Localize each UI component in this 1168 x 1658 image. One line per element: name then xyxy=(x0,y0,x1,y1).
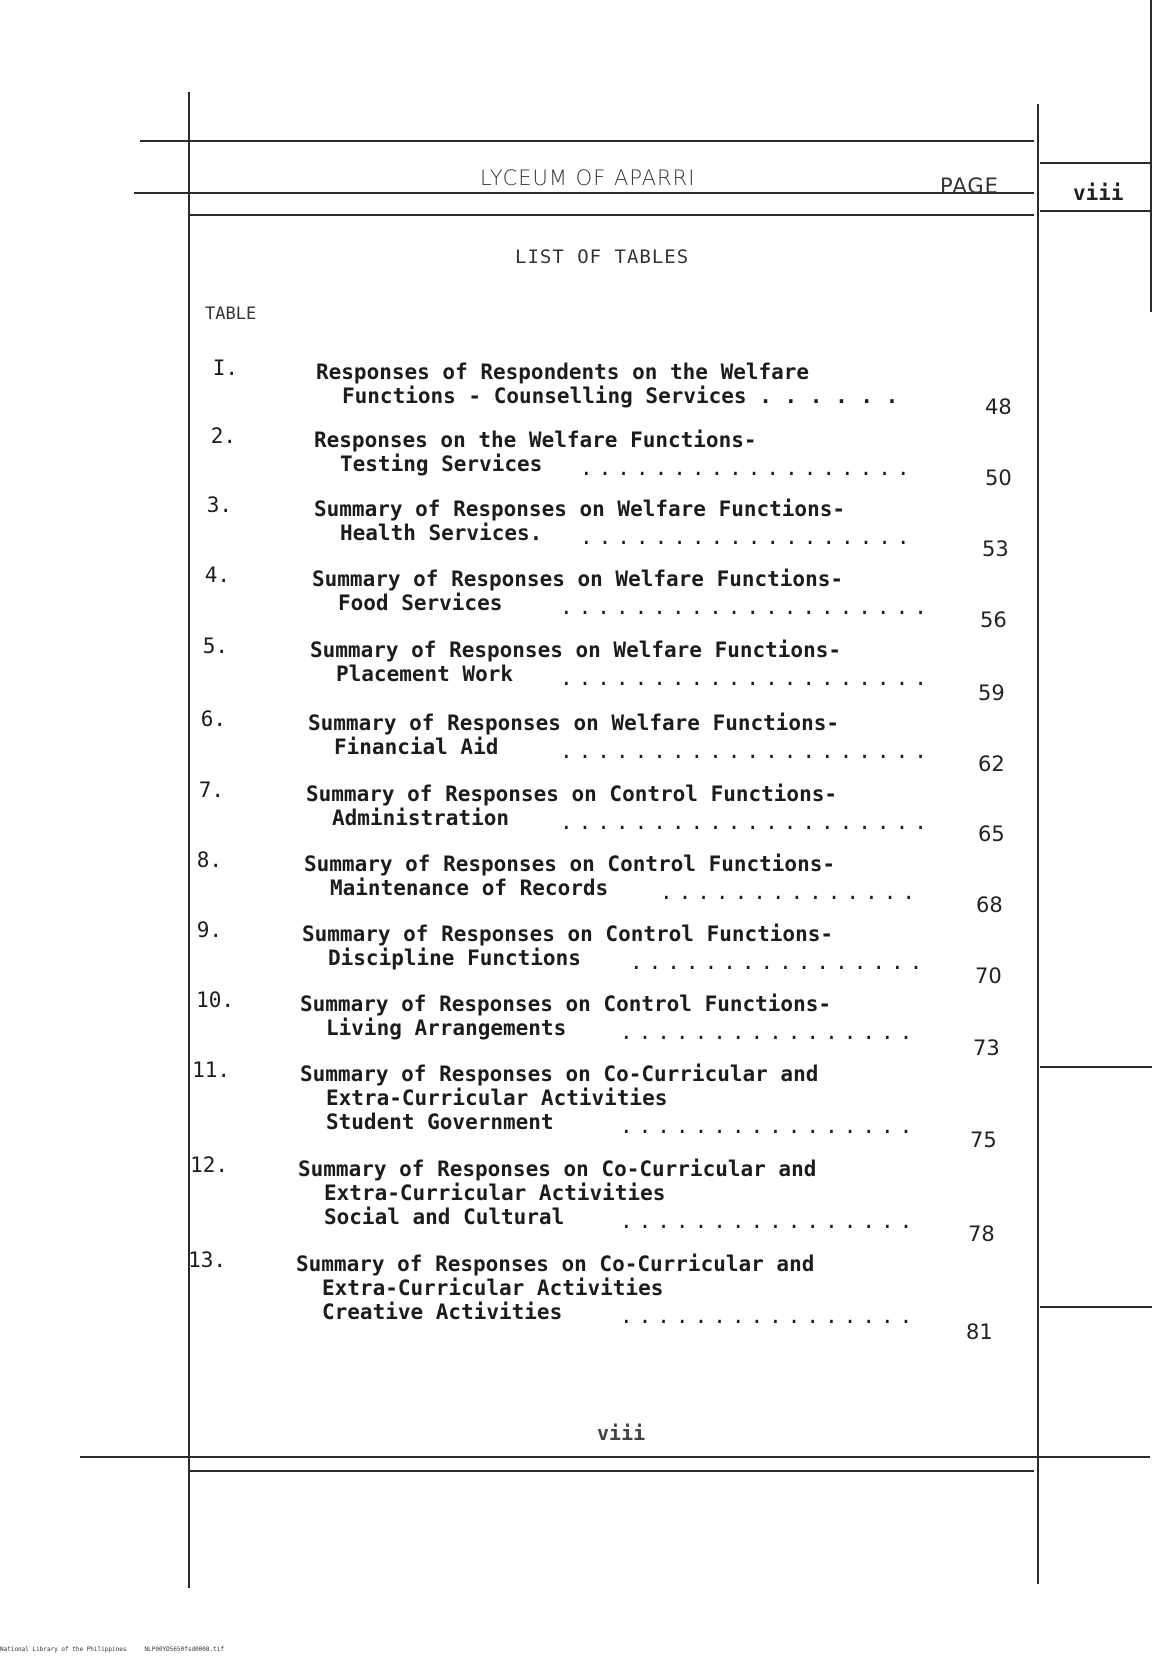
toc-entry-title-line: Summary of Responses on Welfare Functions- xyxy=(308,711,840,735)
toc-entry-title-line: Responses of Respondents on the Welfare xyxy=(316,360,810,384)
toc-page-number: 65 xyxy=(978,822,1005,846)
footer-page-number: viii xyxy=(597,1421,646,1445)
margin-tick-rule-2 xyxy=(1040,1306,1152,1308)
header-top-rule-right xyxy=(1040,162,1152,164)
toc-entry-number: 2. xyxy=(210,424,236,448)
toc-entry-title-line: Responses on the Welfare Functions- xyxy=(314,428,757,452)
toc-entry-title-line: Health Services. xyxy=(340,521,543,545)
toc-entry-number: 10. xyxy=(196,988,234,1012)
margin-tick-rule-1 xyxy=(1040,1066,1152,1068)
toc-entry-title-line: Summary of Responses on Welfare Functions- xyxy=(312,567,844,591)
toc-entry-number: I. xyxy=(212,356,238,380)
scan-credit: National Library of the Philippines NLP00YD5650fsd0008.tif xyxy=(0,1646,224,1653)
toc-entry-title-line: Summary of Responses on Welfare Functions- xyxy=(310,638,842,662)
toc-entry-title-line: Testing Services xyxy=(340,452,543,476)
toc-entry-title-line: Summary of Responses on Control Functions- xyxy=(304,852,836,876)
list-of-tables-title: LIST OF TABLES xyxy=(515,246,690,268)
header-top-rule xyxy=(140,140,1034,142)
toc-leader-dots: .............. xyxy=(660,880,922,904)
left-border-line xyxy=(188,92,190,1588)
toc-page-number: 81 xyxy=(966,1320,993,1344)
toc-entry-title-line: Discipline Functions xyxy=(328,946,581,970)
table-column-label: TABLE xyxy=(205,304,257,324)
toc-entry-title-line: Financial Aid xyxy=(334,735,499,759)
header-bottom-rule-inner xyxy=(188,214,1034,216)
toc-entry-title-line: Summary of Responses on Control Functions- xyxy=(306,782,838,806)
right-margin-line xyxy=(1150,0,1152,312)
toc-page-number: 56 xyxy=(980,608,1007,632)
toc-entry-number: 9. xyxy=(196,918,222,942)
page-label: PAGE xyxy=(940,174,999,198)
toc-page-number: 53 xyxy=(982,537,1009,561)
institution-name: LYCEUM OF APARRI xyxy=(480,166,696,190)
toc-entry-number: 6. xyxy=(200,707,226,731)
toc-entry-title-line: Summary of Responses on Co-Curricular and xyxy=(296,1252,815,1276)
header-bottom-rule xyxy=(134,192,1034,194)
toc-leader-dots: .................... xyxy=(560,666,933,690)
toc-entry-title-line: Functions - Counselling Services . . . . . . xyxy=(342,384,899,408)
header-page-number: viii xyxy=(1073,181,1124,205)
toc-leader-dots: .................. xyxy=(580,525,916,549)
toc-page-number: 48 xyxy=(985,395,1012,419)
toc-entry-number: 13. xyxy=(188,1248,226,1272)
toc-page-number: 68 xyxy=(976,893,1003,917)
toc-page-number: 75 xyxy=(970,1128,997,1152)
toc-page-number: 78 xyxy=(968,1222,995,1246)
toc-leader-dots: ................ xyxy=(620,1209,919,1233)
toc-entry-title-line: Maintenance of Records xyxy=(330,876,609,900)
toc-entry-number: 11. xyxy=(192,1058,230,1082)
right-border-line xyxy=(1037,104,1039,1584)
toc-entry-title-line: Extra-Curricular Activities xyxy=(324,1181,666,1205)
toc-entry-title-line: Summary of Responses on Welfare Functions- xyxy=(314,497,846,521)
toc-leader-dots: ................ xyxy=(620,1114,919,1138)
toc-entry-number: 7. xyxy=(198,778,224,802)
toc-leader-dots: ................ xyxy=(620,1304,919,1328)
toc-entry-title-line: Summary of Responses on Co-Curricular and xyxy=(298,1157,817,1181)
toc-entry-title-line: Summary of Responses on Co-Curricular and xyxy=(300,1062,819,1086)
toc-entry-number: 5. xyxy=(202,634,228,658)
toc-entry-title-line: Living Arrangements xyxy=(326,1016,567,1040)
header-bottom-rule-right xyxy=(1040,210,1152,212)
toc-entry-number: 4. xyxy=(204,563,230,587)
toc-leader-dots: .................... xyxy=(560,595,933,619)
toc-leader-dots: ................ xyxy=(620,1020,919,1044)
toc-page-number: 62 xyxy=(978,752,1005,776)
toc-leader-dots: ................ xyxy=(630,950,929,974)
toc-page-number: 50 xyxy=(985,466,1012,490)
toc-page-number: 73 xyxy=(973,1036,1000,1060)
toc-entry-title-line: Summary of Responses on Control Functions- xyxy=(302,922,834,946)
toc-leader-dots: .................... xyxy=(560,810,933,834)
footer-rule xyxy=(80,1456,1150,1458)
footer-rule-inner xyxy=(188,1470,1034,1472)
toc-entry-title-line: Extra-Curricular Activities xyxy=(326,1086,668,1110)
toc-entry-number: 12. xyxy=(190,1153,228,1177)
toc-page-number: 59 xyxy=(978,681,1005,705)
toc-entry-title-line: Administration xyxy=(332,806,510,830)
toc-page-number: 70 xyxy=(975,964,1002,988)
toc-entry-title-line: Extra-Curricular Activities xyxy=(322,1276,664,1300)
toc-entry-title-line: Social and Cultural xyxy=(324,1205,565,1229)
toc-entry-number: 8. xyxy=(196,848,222,872)
toc-leader-dots: .................... xyxy=(560,739,933,763)
toc-entry-title-line: Student Government xyxy=(326,1110,554,1134)
toc-leader-dots: .................. xyxy=(580,456,916,480)
toc-entry-title-line: Placement Work xyxy=(336,662,514,686)
toc-entry-title-line: Creative Activities xyxy=(322,1300,563,1324)
toc-entry-number: 3. xyxy=(206,493,232,517)
toc-entry-title-line: Summary of Responses on Control Functions- xyxy=(300,992,832,1016)
toc-entry-title-line: Food Services xyxy=(338,591,503,615)
